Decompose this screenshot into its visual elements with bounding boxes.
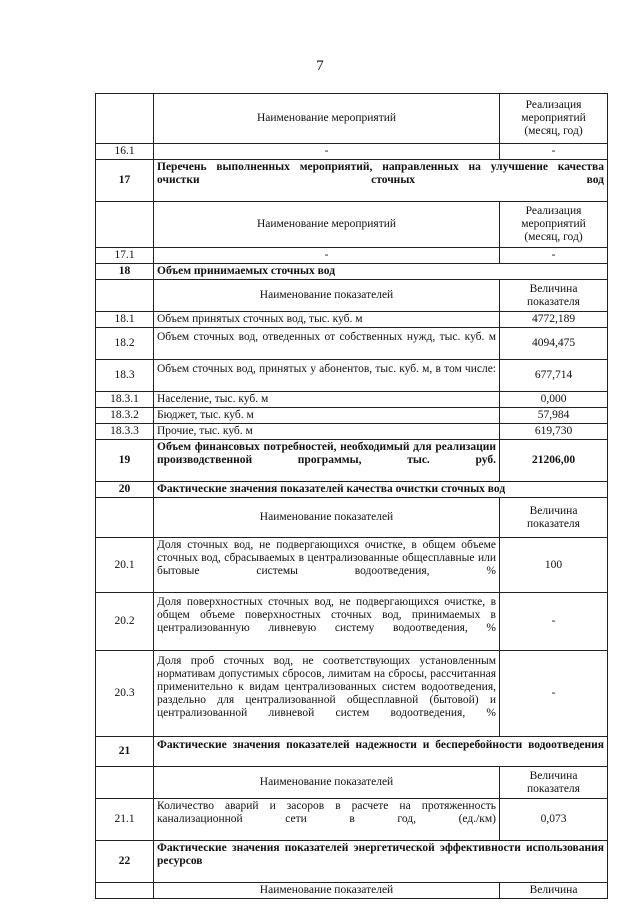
row-value: 0,073 (500, 799, 608, 841)
page-number: 7 (316, 58, 324, 74)
row-number: 18.3.2 (96, 408, 154, 424)
row-value: - (500, 144, 608, 160)
row-name: Количество аварий и засоров в расчете на протяженность канализационной сети в год, (ед./км) (154, 799, 500, 841)
row-number: 18.3.3 (96, 424, 154, 440)
section-row (96, 841, 608, 883)
table-row (96, 392, 608, 408)
row-name: Доля сточных вод, не подвергающихся очистке, в общем объеме сточных вод, сбрасываемых в централизованные общесплавные или бытовые системы водоотведения, % (154, 538, 500, 593)
section-title: Фактические значения показателей качества очистки сточных вод (154, 482, 608, 498)
table-header-row (96, 767, 608, 799)
row-name: Бюджет, тыс. куб. м (154, 408, 500, 424)
section-row (96, 440, 608, 482)
table-row (96, 248, 608, 264)
name-header: Наименование мероприятий (154, 94, 500, 144)
name-header: Наименование мероприятий (154, 202, 500, 248)
section-title: Объем принимаемых сточных вод (154, 264, 608, 280)
value-header: Величина показателя (500, 498, 608, 538)
section-row (96, 160, 608, 202)
num-cell (96, 767, 154, 799)
row-name: Доля поверхностных сточных вод, не подвергающихся очистке, в общем объеме поверхностных сточных вод, принимаемых в централизованную ливневую систему водоотведения, % (154, 593, 500, 651)
section-title: Фактические значения показателей надежности и бесперебойности водоотведения (154, 737, 608, 767)
row-value: - (500, 248, 608, 264)
table-row (96, 799, 608, 841)
row-value: 4772,189 (500, 312, 608, 328)
section-title: Фактические значения показателей энергетической эффективности использования ресурсов (154, 841, 608, 883)
table-row (96, 144, 608, 160)
table-row (96, 360, 608, 392)
table-header-row (96, 498, 608, 538)
table-header-row (96, 202, 608, 248)
row-number: 20.2 (96, 593, 154, 651)
row-number: 18.3 (96, 360, 154, 392)
value-header: Реализация мероприятий (месяц, год) (500, 94, 608, 144)
table-row (96, 424, 608, 440)
row-value: 4094,475 (500, 328, 608, 360)
value-header: Реализация мероприятий (месяц, год) (500, 202, 608, 248)
section-row (96, 737, 608, 767)
row-name: Объем сточных вод, отведенных от собственных нужд, тыс. куб. м (154, 328, 500, 360)
report-table (95, 93, 608, 899)
row-value: 619,730 (500, 424, 608, 440)
table-row (96, 593, 608, 651)
section-row (96, 264, 608, 280)
value-header: Величина показателя (500, 280, 608, 312)
section-title: Перечень выполненных мероприятий, направленных на улучшение качества очистки сточных вод (154, 160, 608, 202)
row-value: - (500, 651, 608, 737)
num-cell (96, 498, 154, 538)
section-number: 19 (96, 440, 154, 482)
section-title: Объем финансовых потребностей, необходимый для реализации производственной программы, тыс. руб. (154, 440, 500, 482)
row-number: 20.3 (96, 651, 154, 737)
row-number: 16.1 (96, 144, 154, 160)
row-name: - (154, 144, 500, 160)
section-number: 20 (96, 482, 154, 498)
section-number: 18 (96, 264, 154, 280)
row-number: 18.1 (96, 312, 154, 328)
table-row (96, 538, 608, 593)
row-value: 100 (500, 538, 608, 593)
row-name: Прочие, тыс. куб. м (154, 424, 500, 440)
row-value: 57,984 (500, 408, 608, 424)
row-name: Доля проб сточных вод, не соответствующих установленным нормативам допустимых сбросов, лимитам на сбросы, рассчитанная применительно к видам централизованных систем водоотведения, раздельно для централизованной общесплавной (бытовой) и централизованной ливневой систем водоотведения, % (154, 651, 500, 737)
name-header: Наименование показателей (154, 883, 500, 899)
name-header: Наименование показателей (154, 280, 500, 312)
row-number: 20.1 (96, 538, 154, 593)
row-value: 677,714 (500, 360, 608, 392)
row-number: 17.1 (96, 248, 154, 264)
row-name: Население, тыс. куб. м (154, 392, 500, 408)
name-header: Наименование показателей (154, 767, 500, 799)
num-cell (96, 280, 154, 312)
table-row (96, 651, 608, 737)
section-number: 22 (96, 841, 154, 883)
table-header-row (96, 94, 608, 144)
row-name: - (154, 248, 500, 264)
table-row (96, 328, 608, 360)
num-cell (96, 883, 154, 899)
value-header: Величина (500, 883, 608, 899)
num-cell (96, 202, 154, 248)
table-row (96, 312, 608, 328)
section-number: 17 (96, 160, 154, 202)
row-name: Объем сточных вод, принятых у абонентов, тыс. куб. м, в том числе: (154, 360, 500, 392)
num-cell (96, 94, 154, 144)
row-name: Объем принятых сточных вод, тыс. куб. м (154, 312, 500, 328)
row-value: 0,000 (500, 392, 608, 408)
table-header-row (96, 883, 608, 899)
name-header: Наименование показателей (154, 498, 500, 538)
row-number: 18.2 (96, 328, 154, 360)
table-header-row (96, 280, 608, 312)
row-value: - (500, 593, 608, 651)
row-number: 18.3.1 (96, 392, 154, 408)
row-number: 21.1 (96, 799, 154, 841)
table-row (96, 408, 608, 424)
value-header: Величина показателя (500, 767, 608, 799)
section-value: 21206,00 (500, 440, 608, 482)
section-row (96, 482, 608, 498)
section-number: 21 (96, 737, 154, 767)
